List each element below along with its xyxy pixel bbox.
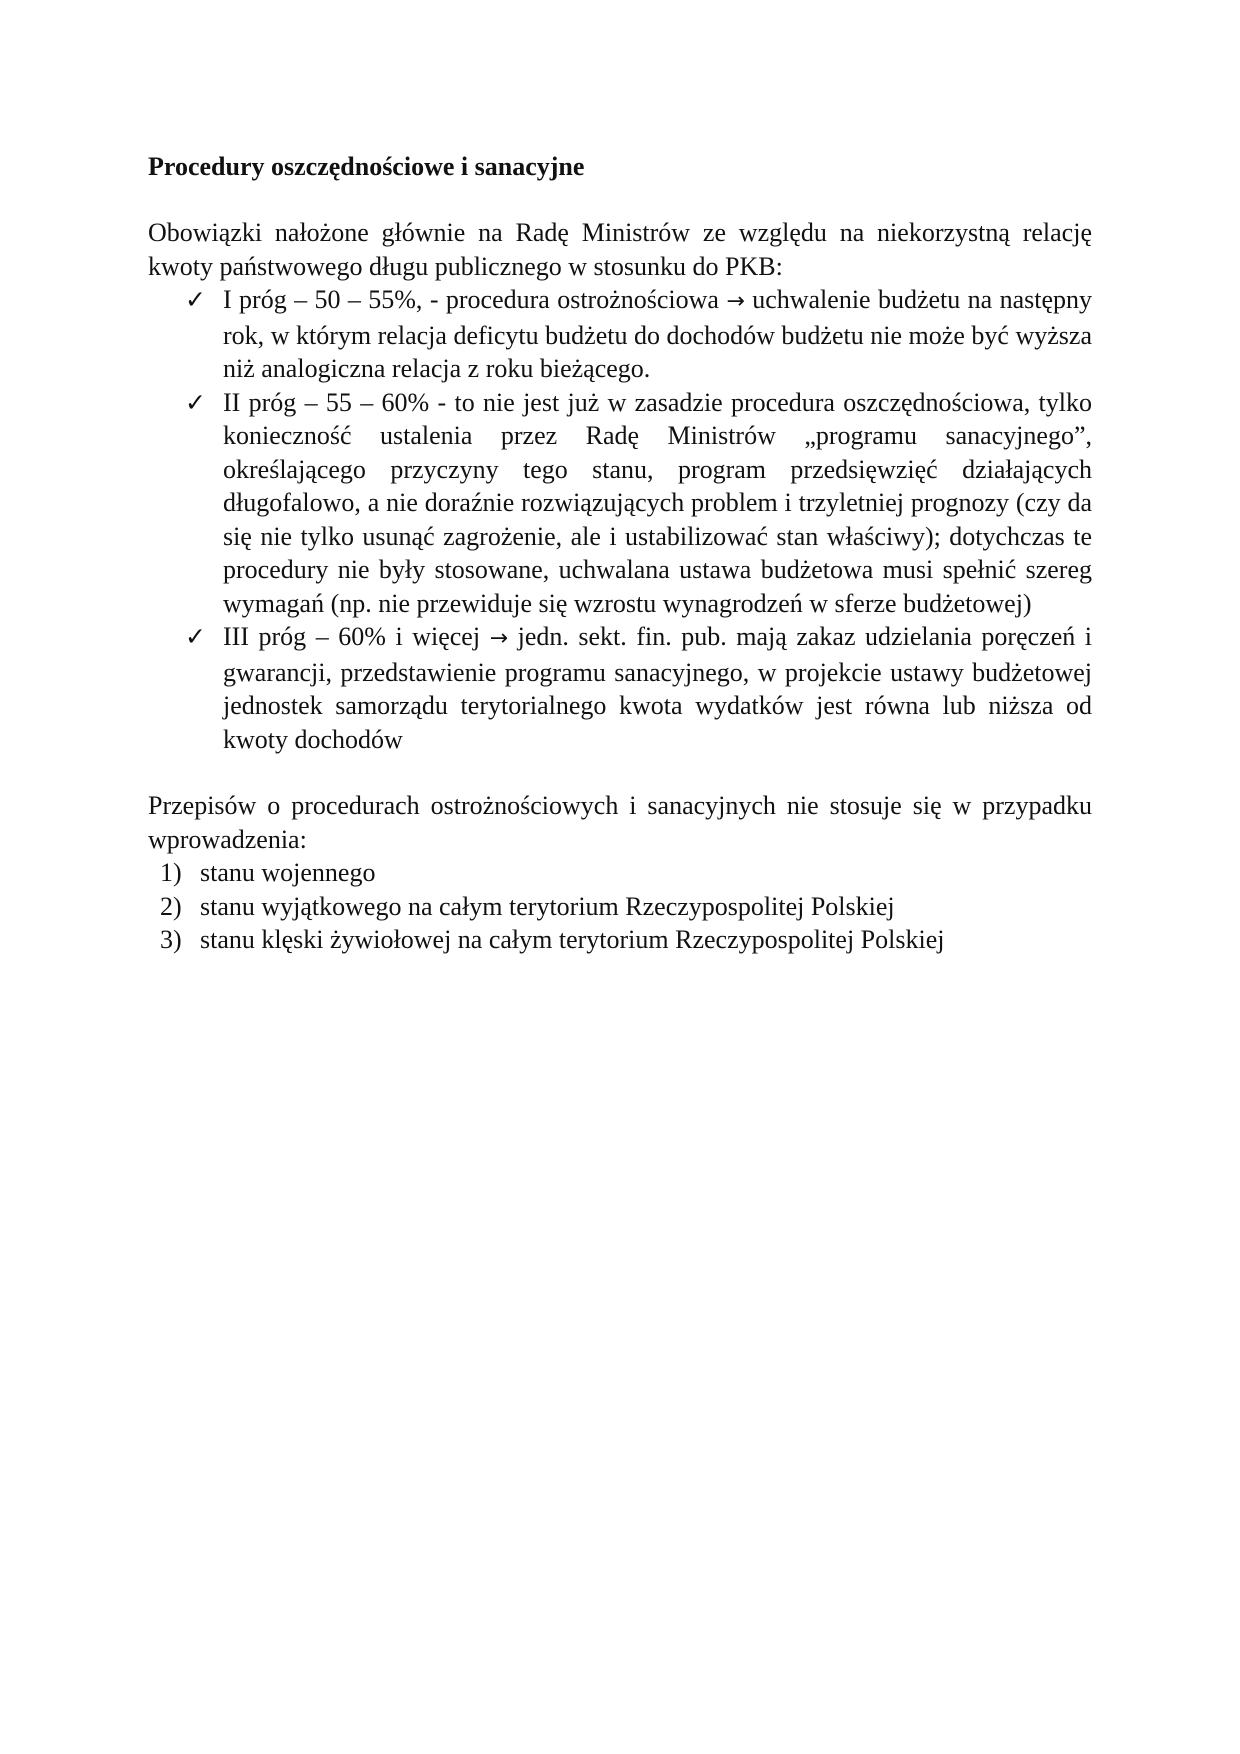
checklist-item-text: II próg – 55 – 60% - to nie jest już w zasadzie procedura oszczędnościowa, tylko konieczność ustalenia przez Radę Ministrów „programu sanacyjnego”, określającego przyczyny tego stanu, program przedsięwzięć działających długofalowo, a nie doraźnie rozwiązujących problem i trzyletniej prognozy (czy da się nie tylko usunąć zagrożenie, ale i ustabilizować stan właściwy); dotychczas te procedury nie były stosowane, uchwalana ustawa budżetowa musi spełnić szereg wymagań (np. nie przewiduje się wzrostu wynagrodzeń w sferze budżetowej) [223,387,1092,618]
exception-text: stanu wyjątkowego na całym terytorium Rzeczypospolitej Polskiej [200,891,895,921]
exceptions-paragraph: Przepisów o procedurach ostrożnościowych i sanacyjnych nie stosuje się w przypadku wprowadzenia: [148,791,1092,854]
checkmark-icon: ✓ [185,387,206,417]
checkmark-icon: ✓ [185,285,206,314]
checklist-item-text: jedn. sekt. fin. pub. mają zakaz udzielania poręczeń i gwarancji, przedstawienie programu sanacyjnego, w projekcie ustawy budżetowej jednostek samorządu terytorialnego kwota wydatków jest równa lub niższa od kwoty dochodów [223,622,1093,754]
paragraph-spacer [148,756,1092,789]
list-number: 2) [160,891,182,921]
exceptions-list [148,856,1092,957]
checkmark-icon: ✓ [185,622,206,651]
exception-item [148,923,1092,957]
exception-item [148,856,1092,890]
checklist-item-text: I próg – 50 – 55%, - procedura ostrożnościowa [223,285,719,314]
intro-paragraph: Obowiązki nałożone głównie na Radę Ministrów ze względu na niekorzystną relację kwoty państwowego długu publicznego w stosunku do PKB: [148,218,1092,281]
exception-item [148,890,1092,924]
arrow-right-icon: → [489,626,509,651]
checklist-item-text: uchwalenie budżetu na następny rok, w którym relacja deficytu budżetu do dochodów budżetu nie może być wyższa niż analogiczna relacja z roku bieżącego. [223,285,1093,383]
exception-text: stanu klęski żywiołowej na całym terytorium Rzeczypospolitej Polskiej [200,925,945,954]
exception-text: stanu wojennego [200,858,376,887]
list-number: 1) [160,858,182,887]
threshold-checklist [148,283,1092,756]
checklist-item-2 [148,386,1092,621]
document-page [148,150,1092,957]
checklist-item-1 [148,283,1092,386]
document-title: Procedury oszczędnościowe i sanacyjne [148,152,585,181]
checklist-item-text: III próg – 60% i więcej [223,622,481,651]
checklist-item-3 [148,620,1092,756]
arrow-right-icon: → [726,289,745,314]
list-number: 3) [160,925,182,954]
